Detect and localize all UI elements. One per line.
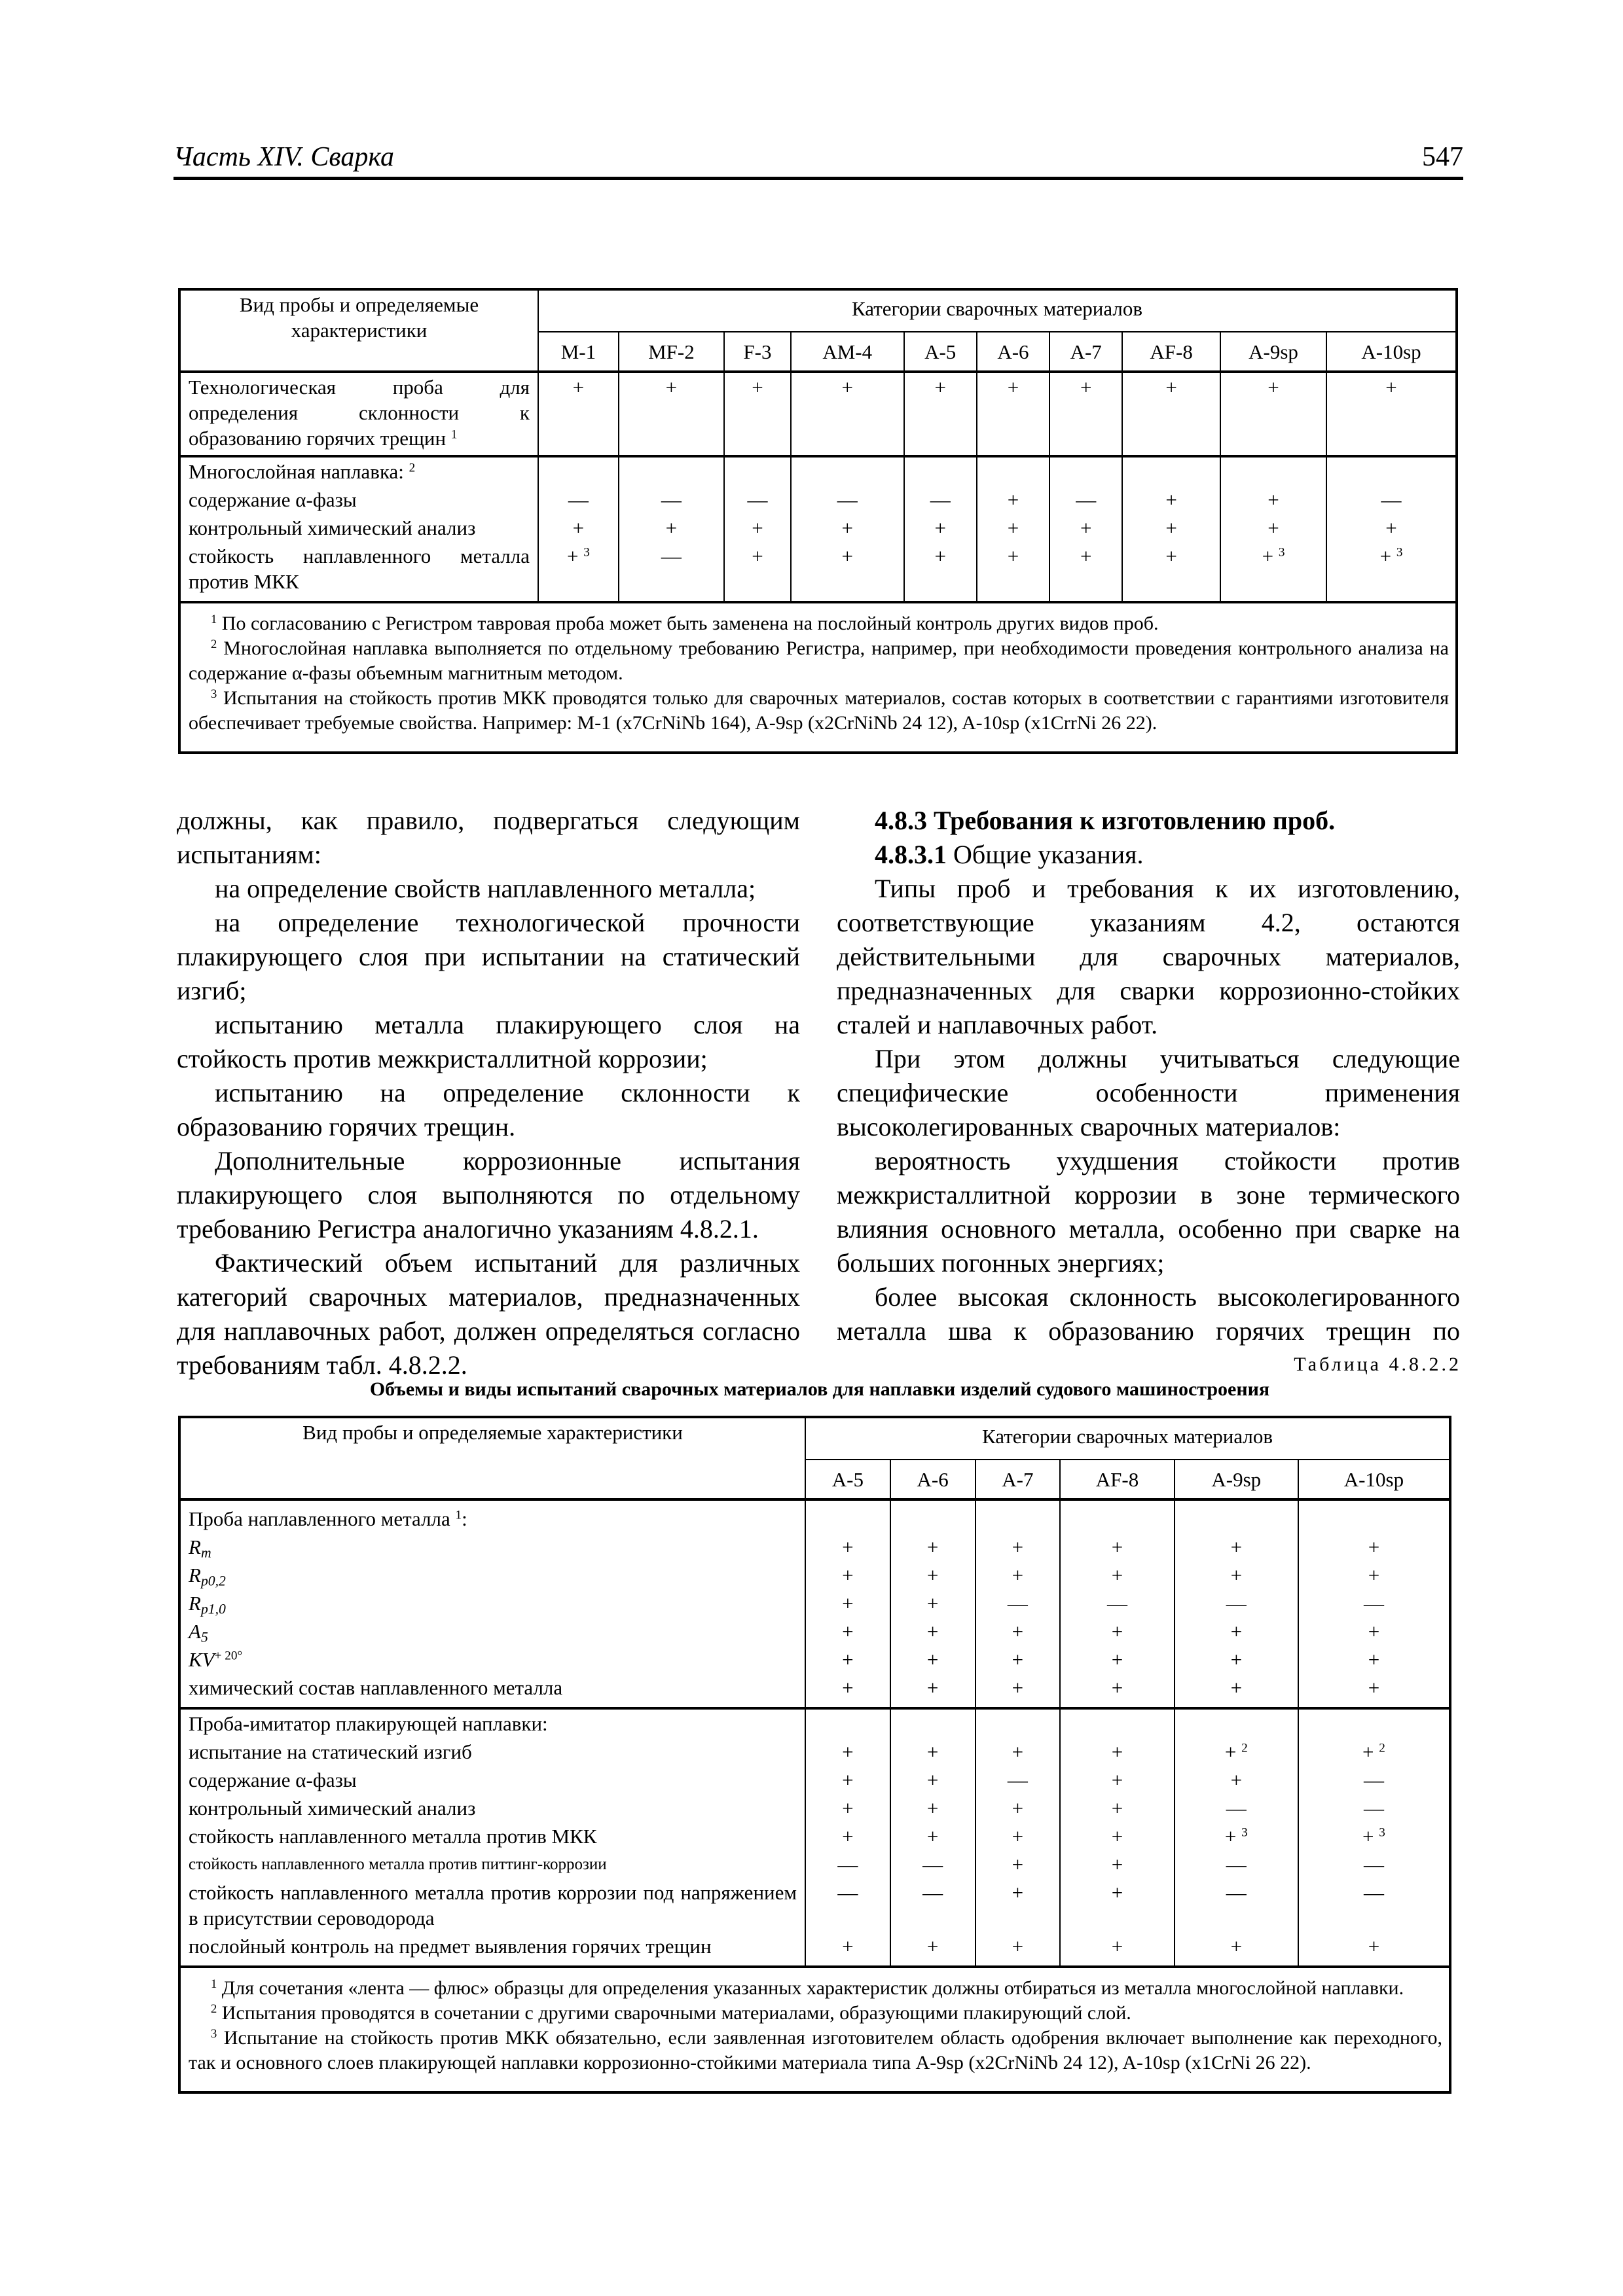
cell-value: — <box>976 1766 1061 1794</box>
cell-value: + <box>1049 542 1122 602</box>
symbol: R <box>189 1564 201 1587</box>
row-label: контрольный химический анализ <box>179 1794 805 1822</box>
footnote: $^2$ Многослойная наплавка выполняется по отдельному требованию Регистра, например, при необходимости проведения контрольного анализа на содержание α-фазы объемным магнитным методом. <box>189 637 1449 684</box>
footnote-number: 2 <box>211 2001 217 2016</box>
header-row <box>179 1417 1450 1460</box>
cell-value: + $^2$ <box>1298 1738 1450 1766</box>
cell-value: + <box>890 1589 976 1617</box>
table-row <box>179 1738 1450 1766</box>
footnotes-row <box>179 602 1457 753</box>
cell-value <box>1298 1708 1450 1738</box>
footnote-number: 1 <box>211 612 217 626</box>
cell-value <box>1060 1499 1174 1533</box>
cell-value <box>1326 456 1457 486</box>
cell-value: — <box>619 486 724 514</box>
category-header: AF-8 <box>1060 1460 1174 1499</box>
cell-value: + <box>805 1617 890 1645</box>
table-row <box>179 1708 1450 1738</box>
cell-value: + <box>890 1822 976 1850</box>
cell-value: — <box>805 1878 890 1932</box>
row-label <box>179 1561 805 1589</box>
cell-value: — <box>1175 1850 1298 1878</box>
table-row <box>179 372 1457 456</box>
cell-value: + <box>1220 514 1326 542</box>
cell-value: + <box>977 542 1049 602</box>
table-row <box>179 456 1457 486</box>
table-row <box>179 1617 1450 1645</box>
page-number: 547 <box>1422 142 1463 172</box>
category-header: AF-8 <box>1122 332 1220 372</box>
cell-value: + <box>1122 372 1220 456</box>
cell-value: + $^3$ <box>1298 1822 1450 1850</box>
cell-value: + <box>890 1533 976 1561</box>
category-header: A-5 <box>805 1460 890 1499</box>
cell-value: — <box>1298 1589 1450 1617</box>
row-label: послойный контроль на предмет выявления горячих трещин <box>179 1932 805 1967</box>
cell-value: + <box>1060 1822 1174 1850</box>
column-header-left: Вид пробы и определяемые характеристики <box>179 289 538 372</box>
table-row <box>179 1499 1450 1533</box>
column-header-group: Категории сварочных материалов <box>538 289 1457 332</box>
cell-value: + <box>1060 1878 1174 1932</box>
cell-value: — <box>805 1850 890 1878</box>
category-header: M-1 <box>538 332 619 372</box>
cell-value: + <box>904 514 977 542</box>
column-header-left: Вид пробы и определяемые характеристики <box>179 1417 805 1499</box>
cell-value: + <box>1060 1932 1174 1967</box>
cell-value: + <box>619 372 724 456</box>
cell-value: + <box>724 514 791 542</box>
row-label: стойкость наплавленного металла против МКК <box>179 1822 805 1850</box>
cell-value: + <box>805 1561 890 1589</box>
cell-value: + <box>791 514 904 542</box>
cell-value: + <box>1060 1738 1174 1766</box>
paragraph: испытанию металла плакирующего слоя на стойкость против межкристаллитной коррозии; <box>177 1010 800 1073</box>
paragraph: должны, как правило, подвергаться следующим испытаниям: <box>177 806 800 869</box>
row-label <box>179 1533 805 1561</box>
paragraph: При этом должны учитываться следующие специфические особенности применения высоколегированных сварочных материалов: <box>837 1044 1460 1141</box>
row-label <box>179 1589 805 1617</box>
cell-value: + <box>1060 1617 1174 1645</box>
table-welding-tests-categories <box>178 288 1458 754</box>
subscript: p1,0 <box>200 1601 226 1617</box>
footnote-number: 1 <box>211 1977 217 1991</box>
cell-value: + <box>538 514 619 542</box>
cell-value: + <box>1326 514 1457 542</box>
cell-value <box>977 456 1049 486</box>
cell-value: + <box>1049 514 1122 542</box>
cell-value: — <box>1175 1589 1298 1617</box>
cell-value <box>805 1499 890 1533</box>
category-header: F-3 <box>724 332 791 372</box>
cell-value: — <box>890 1878 976 1932</box>
category-header: A-7 <box>1049 332 1122 372</box>
cell-value <box>904 456 977 486</box>
subsection-heading: 4.8.3.1 Общие указания. <box>875 840 1144 869</box>
table-footnotes <box>179 602 1457 753</box>
running-header <box>173 139 1463 180</box>
cell-value: + <box>977 514 1049 542</box>
cell-value: + <box>805 1674 890 1708</box>
row-label: Проба-имитатор плакирующей наплавки: <box>179 1708 805 1738</box>
paragraph: вероятность ухудшения стойкости против межкристаллитной коррозии в зоне термического влияния основного металла, особенно при сварке на больших погонных энергиях; <box>837 1146 1460 1278</box>
footnote-number: 3 <box>211 2026 217 2041</box>
row-label: контрольный химический анализ <box>179 514 538 542</box>
row-label: содержание α-фазы <box>179 1766 805 1794</box>
cell-value: + <box>976 1794 1061 1822</box>
cell-value <box>1175 1708 1298 1738</box>
cell-value <box>1049 456 1122 486</box>
cell-value: + $^2$ <box>1175 1738 1298 1766</box>
row-label <box>179 1617 805 1645</box>
subscript: m <box>200 1545 211 1561</box>
paragraph: на определение свойств наплавленного металла; <box>215 874 756 903</box>
cell-value: + <box>890 1766 976 1794</box>
footnote-ref: 3 <box>1241 1825 1248 1840</box>
category-header: A-5 <box>904 332 977 372</box>
header-row <box>179 289 1457 332</box>
cell-value: — <box>724 486 791 514</box>
cell-value: + <box>890 1645 976 1674</box>
cell-value: + $^3$ <box>538 542 619 602</box>
cell-value: + <box>1220 486 1326 514</box>
paragraph: на определение технологической прочности плакирующего слоя при испытании на статический изгиб; <box>177 908 800 1005</box>
row-label: Многослойная наплавка: $^2$ <box>179 456 538 486</box>
cell-value: + <box>976 1533 1061 1561</box>
cell-value <box>619 456 724 486</box>
footnote-ref: 2 <box>1241 1741 1248 1755</box>
row-label: испытание на статический изгиб <box>179 1738 805 1766</box>
cell-value: + $^3$ <box>1175 1822 1298 1850</box>
cell-value: + <box>976 1850 1061 1878</box>
cell-value <box>1122 456 1220 486</box>
cell-value: + <box>1298 1645 1450 1674</box>
row-label <box>179 1645 805 1674</box>
table-row <box>179 1561 1450 1589</box>
cell-value: + <box>1060 1561 1174 1589</box>
cell-value: — <box>1298 1878 1450 1932</box>
cell-value <box>890 1499 976 1533</box>
table-row <box>179 1766 1450 1794</box>
row-label: стойкость наплавленного металла против питтинг-коррозии <box>179 1850 805 1878</box>
table-row <box>179 1645 1450 1674</box>
footnote-ref: 3 <box>1396 545 1403 560</box>
subscript: p0,2 <box>200 1573 226 1589</box>
cell-value: — <box>791 486 904 514</box>
category-header: A-7 <box>976 1460 1061 1499</box>
cell-value: + <box>1060 1533 1174 1561</box>
footnote: $^2$ Испытания проводятся в сочетании с другими сварочными материалами, образующими плакирующий слой. <box>211 2001 1131 2024</box>
cell-value: — <box>890 1850 976 1878</box>
category-header: A-10sp <box>1298 1460 1450 1499</box>
cell-value: + <box>976 1932 1061 1967</box>
table-row <box>179 1589 1450 1617</box>
footnote-ref: 2 <box>1379 1741 1385 1755</box>
cell-value: + <box>1298 1561 1450 1589</box>
cell-value: + <box>1326 372 1457 456</box>
cell-value: — <box>1298 1766 1450 1794</box>
table-row <box>179 1822 1450 1850</box>
cell-value: + <box>890 1932 976 1967</box>
paragraph: Типы проб и требования к их изготовлению, соответствующие указаниям 4.2, остаются действительными для сварочных материалов, предназначенных для сварки коррозионно-стойких сталей и наплавочных работ. <box>837 874 1460 1039</box>
cell-value: + <box>1175 1533 1298 1561</box>
cell-value: — <box>538 486 619 514</box>
cell-value <box>976 1499 1061 1533</box>
footnote: $^1$ Для сочетания «лента — флюс» образцы для определения указанных характеристик должны отбираться из металла многослойной наплавки. <box>211 1977 1404 1999</box>
cell-value: + <box>1175 1932 1298 1967</box>
table-footnotes <box>179 1967 1450 2092</box>
category-header: A-9sp <box>1175 1460 1298 1499</box>
cell-value: + <box>805 1533 890 1561</box>
cell-value: + <box>976 1561 1061 1589</box>
footnote-ref: 3 <box>583 545 590 560</box>
cell-value: — <box>904 486 977 514</box>
cell-value: + <box>1060 1674 1174 1708</box>
cell-value: + <box>1175 1617 1298 1645</box>
cell-value <box>976 1708 1061 1738</box>
cell-value: + <box>1298 1674 1450 1708</box>
footnote-ref: + 20° <box>214 1649 243 1663</box>
footnote-number: 3 <box>211 687 217 701</box>
cell-value: + <box>904 542 977 602</box>
cell-value: + <box>791 542 904 602</box>
cell-value: — <box>1060 1589 1174 1617</box>
cell-value: + <box>1298 1533 1450 1561</box>
cell-value: + <box>805 1822 890 1850</box>
row-label: стойкость наплавленного металла против коррозии под напряжением в присутствии сероводорода <box>179 1878 805 1932</box>
table-row <box>179 542 1457 602</box>
paragraph: Фактический объем испытаний для различных категорий сварочных материалов, предназначенных для наплавочных работ, должен определяться согласно требованиям табл. 4.8.2.2. <box>177 1248 800 1380</box>
cell-value: + <box>1298 1932 1450 1967</box>
table-4-8-2-2 <box>178 1416 1451 2094</box>
cell-value: — <box>1298 1794 1450 1822</box>
cell-value: + <box>976 1822 1061 1850</box>
table-number: Таблица 4.8.2.2 <box>1294 1354 1461 1375</box>
cell-value: + <box>805 1794 890 1822</box>
cell-value: + <box>1298 1617 1450 1645</box>
cell-value: + <box>890 1738 976 1766</box>
footnotes-row <box>179 1967 1450 2092</box>
table-row <box>179 486 1457 514</box>
section-heading: 4.8.3 Требования к изготовлению проб. <box>875 806 1336 835</box>
cell-value: + <box>805 1645 890 1674</box>
cell-value: + <box>1122 514 1220 542</box>
footnote: $^3$ Испытание на стойкость против МКК обязательно, если заявленная изготовителем область одобрения включает выполнение как переходного, так и основного слоев плакирующей наплавки коррозионно-стойкими материала типа A-9sp (x2CrNiNb 24 12), A-10sp (x1CrNi 26 22). <box>189 2026 1442 2073</box>
cell-value: — <box>1175 1878 1298 1932</box>
category-header: A-6 <box>977 332 1049 372</box>
cell-value: — <box>1049 486 1122 514</box>
table-row <box>179 1533 1450 1561</box>
cell-value: + <box>1175 1766 1298 1794</box>
cell-value: + <box>976 1674 1061 1708</box>
cell-value <box>1298 1499 1450 1533</box>
cell-value: + <box>805 1766 890 1794</box>
cell-value: + <box>977 486 1049 514</box>
footnote-number: 2 <box>211 637 217 651</box>
footnote-ref: 1 <box>450 427 458 442</box>
symbol: KV <box>189 1648 215 1671</box>
header-title: Часть XIV. Сварка <box>173 142 394 172</box>
cell-value: + <box>1049 372 1122 456</box>
cell-value: + <box>1175 1674 1298 1708</box>
cell-value: + <box>977 372 1049 456</box>
cell-value <box>1060 1708 1174 1738</box>
cell-value: + $^3$ <box>1220 542 1326 602</box>
cell-value: + <box>904 372 977 456</box>
cell-value <box>538 456 619 486</box>
row-label: стойкость наплавленного металла против МКК <box>179 542 538 602</box>
category-header: MF-2 <box>619 332 724 372</box>
cell-value: + <box>791 372 904 456</box>
category-header: A-9sp <box>1220 332 1326 372</box>
category-header: AM-4 <box>791 332 904 372</box>
cell-value: + $^3$ <box>1326 542 1457 602</box>
row-label: Технологическая проба для определения склонности к образованию горячих трещин $^1$ <box>179 372 538 456</box>
symbol: R <box>189 1535 201 1558</box>
cell-value: + <box>890 1794 976 1822</box>
cell-value: + <box>976 1617 1061 1645</box>
cell-value: + <box>805 1738 890 1766</box>
cell-value: — <box>976 1589 1061 1617</box>
cell-value <box>1220 456 1326 486</box>
cell-value: + <box>890 1561 976 1589</box>
row-label: химический состав наплавленного металла <box>179 1674 805 1708</box>
table-row <box>179 1878 1450 1932</box>
table-row <box>179 1794 1450 1822</box>
table-title: Объемы и виды испытаний сварочных материалов для наплавки изделий судового машиностроения <box>369 1378 1270 1400</box>
cell-value: — <box>1326 486 1457 514</box>
cell-value: + <box>805 1932 890 1967</box>
row-label: содержание α-фазы <box>179 486 538 514</box>
cell-value: + <box>1060 1850 1174 1878</box>
cell-value: + <box>976 1645 1061 1674</box>
footnote-ref: 1 <box>455 1508 462 1522</box>
category-header: A-6 <box>890 1460 976 1499</box>
cell-value <box>791 456 904 486</box>
cell-value: + <box>1060 1794 1174 1822</box>
symbol: A <box>189 1620 201 1643</box>
cell-value <box>805 1708 890 1738</box>
cell-value <box>1175 1499 1298 1533</box>
category-header: A-10sp <box>1326 332 1457 372</box>
table-row <box>179 1932 1450 1967</box>
cell-value: + <box>1060 1766 1174 1794</box>
cell-value: + <box>1122 486 1220 514</box>
cell-value: + <box>1175 1645 1298 1674</box>
footnote-ref: 2 <box>409 461 416 475</box>
cell-value <box>724 456 791 486</box>
cell-value: + <box>805 1589 890 1617</box>
symbol: R <box>189 1592 201 1615</box>
paragraph: Дополнительные коррозионные испытания плакирующего слоя выполняются по отдельному требованию Регистра аналогично указаниям 4.8.2.1. <box>177 1146 800 1244</box>
right-text-column <box>837 804 1460 1348</box>
cell-value: + <box>890 1617 976 1645</box>
footnote-ref: 3 <box>1379 1825 1385 1840</box>
cell-value: + <box>1122 542 1220 602</box>
subscript: 5 <box>200 1629 208 1645</box>
table-row <box>179 1674 1450 1708</box>
table-row <box>179 514 1457 542</box>
cell-value <box>890 1708 976 1738</box>
footnote: $^1$ По согласованию с Регистром тавровая проба может быть заменена на послойный контроль других видов проб. <box>211 612 1159 634</box>
cell-value: + <box>538 372 619 456</box>
footnote-ref: 3 <box>1278 545 1285 560</box>
cell-value: + <box>724 542 791 602</box>
row-label: Проба наплавленного металла $^1$: <box>179 1499 805 1533</box>
cell-value: + <box>724 372 791 456</box>
cell-value: — <box>1298 1850 1450 1878</box>
paragraph: испытанию на определение склонности к образованию горячих трещин. <box>177 1078 800 1141</box>
cell-value: + <box>619 514 724 542</box>
table-row <box>179 1850 1450 1878</box>
column-header-group: Категории сварочных материалов <box>805 1417 1450 1460</box>
footnote: $^3$ Испытания на стойкость против МКК проводятся только для сварочных материалов, состав которых в соответствии с гарантиями изготовителя обеспечивает требуемые свойства. Например: M-1 (x7CrNiNb 164), A-9sp (x2CrNiNb 24 12), A-10sp (x1CrrNi 26 22). <box>189 687 1449 734</box>
left-text-column <box>177 804 800 1382</box>
cell-value: + <box>1060 1645 1174 1674</box>
cell-value: — <box>619 542 724 602</box>
cell-value: + <box>1220 372 1326 456</box>
cell-value: — <box>1175 1794 1298 1822</box>
paragraph: более высокая склонность высоколегированного металла шва к образованию горячих трещин по <box>837 1282 1460 1346</box>
cell-value: + <box>976 1878 1061 1932</box>
cell-value: + <box>976 1738 1061 1766</box>
cell-value: + <box>890 1674 976 1708</box>
cell-value: + <box>1175 1561 1298 1589</box>
